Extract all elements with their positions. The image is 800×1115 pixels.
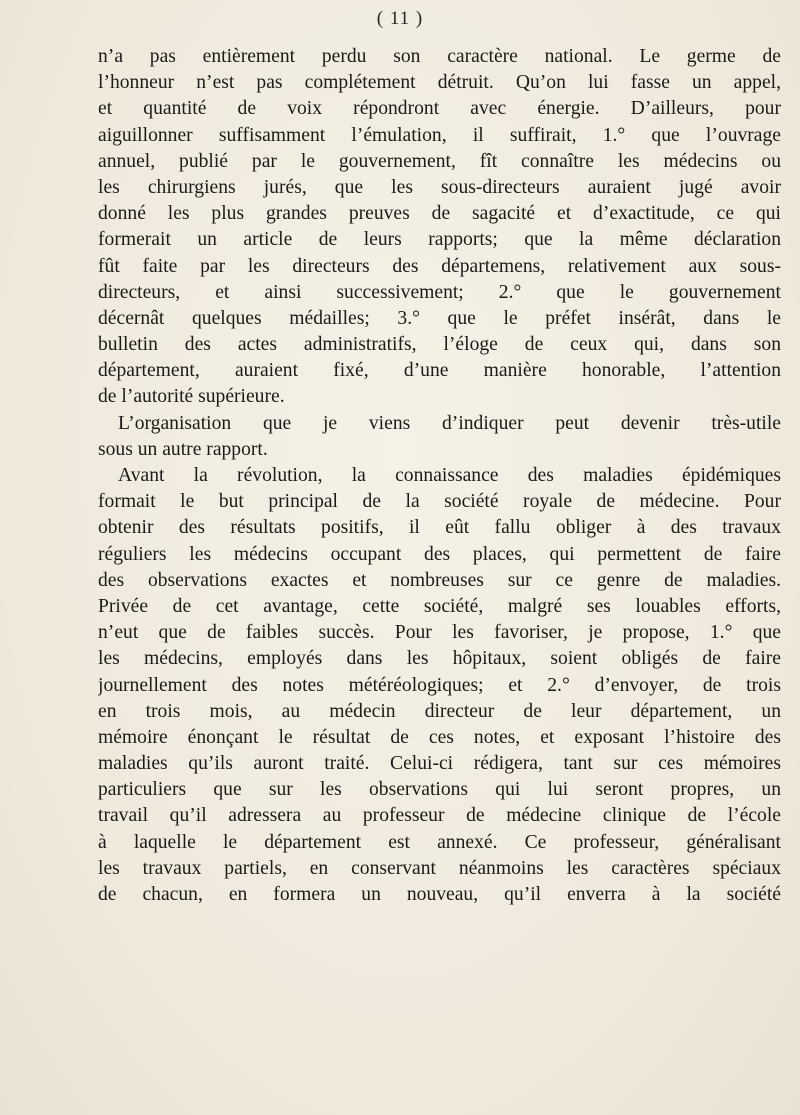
text-line: de chacun, en formera un nouveau, qu’il enverra à la société <box>98 884 781 905</box>
text-line: travail qu’il adressera au professeur de médecine clinique de l’école <box>98 805 781 827</box>
text-line: l’honneur n’est pas complétement détruit. Qu’on lui fasse un appel, <box>98 72 781 94</box>
text-line: maladies qu’ils auront traité. Celui-ci rédigera, tant sur ces mémoires <box>98 753 781 775</box>
text-line: obtenir des résultats positifs, il eût fallu obliger à des travaux <box>98 517 781 539</box>
text-line: les chirurgiens jurés, que les sous-directeurs auraient jugé avoir <box>98 176 781 198</box>
text-line: sous un autre rapport. <box>98 438 268 460</box>
text-line: à laquelle le département est annexé. Ce professeur, généralisant <box>98 831 781 853</box>
page-number: ( 11 ) <box>376 8 424 29</box>
text-line: des observations exactes et nombreuses sur ce genre de maladies. <box>98 569 781 591</box>
text-line: et quantité de voix répondront avec énergie. D’ailleurs, pour <box>98 98 781 120</box>
text-line: décernât quelques médailles; 3.° que le préfet insérât, dans le <box>98 307 781 329</box>
text-line: formerait un article de leurs rapports; que la même déclaration <box>98 229 781 251</box>
text-line: les médecins, employés dans les hôpitaux, soient obligés de faire <box>98 648 781 670</box>
text-line: les travaux partiels, en conservant néanmoins les caractères spéciaux <box>98 857 781 879</box>
text-line: aiguillonner suffisamment l’émulation, il suffirait, 1.° que l’ouvrage <box>98 124 781 146</box>
paragraph <box>98 44 781 411</box>
text-line: de l’autorité supérieure. <box>98 386 285 408</box>
text-line: journellement des notes météréologiques; et 2.° d’envoyer, de trois <box>98 674 781 696</box>
text-line: département, auraient fixé, d’une manière honorable, l’attention <box>98 360 781 382</box>
text-line: bulletin des actes administratifs, l’éloge de ceux qui, dans son <box>98 334 781 356</box>
text-line: L’organisation que je viens d’indiquer peut devenir très-utile <box>118 412 781 434</box>
paragraph <box>98 411 781 463</box>
text-line: directeurs, et ainsi successivement; 2.° que le gouvernement <box>98 281 781 303</box>
text-line: en trois mois, au médecin directeur de leur département, un <box>98 700 781 722</box>
text-line: Privée de cet avantage, cette société, malgré ses louables efforts, <box>98 595 781 617</box>
text-line: réguliers les médecins occupant des places, qui permettent de faire <box>98 543 781 565</box>
text-line: donné les plus grandes preuves de sagacité et d’exactitude, ce qui <box>98 203 781 225</box>
text-line: formait le but principal de la société royale de médecine. Pour <box>98 491 781 513</box>
text-line: n’a pas entièrement perdu son caractère national. Le germe de <box>98 46 781 67</box>
text-line: Avant la révolution, la connaissance des maladies épidémiques <box>118 465 781 486</box>
body-text <box>98 44 781 908</box>
paragraph <box>98 463 781 908</box>
text-line: mémoire énonçant le résultat de ces notes, et exposant l’histoire des <box>98 726 781 748</box>
text-line: n’eut que de faibles succès. Pour les favoriser, je propose, 1.° que <box>98 622 781 644</box>
text-line: fût faite par les directeurs des départemens, relativement aux sous- <box>98 255 781 277</box>
text-line: particuliers que sur les observations qui lui seront propres, un <box>98 779 781 801</box>
text-line: annuel, publié par le gouvernement, fît connaître les médecins ou <box>98 150 781 172</box>
